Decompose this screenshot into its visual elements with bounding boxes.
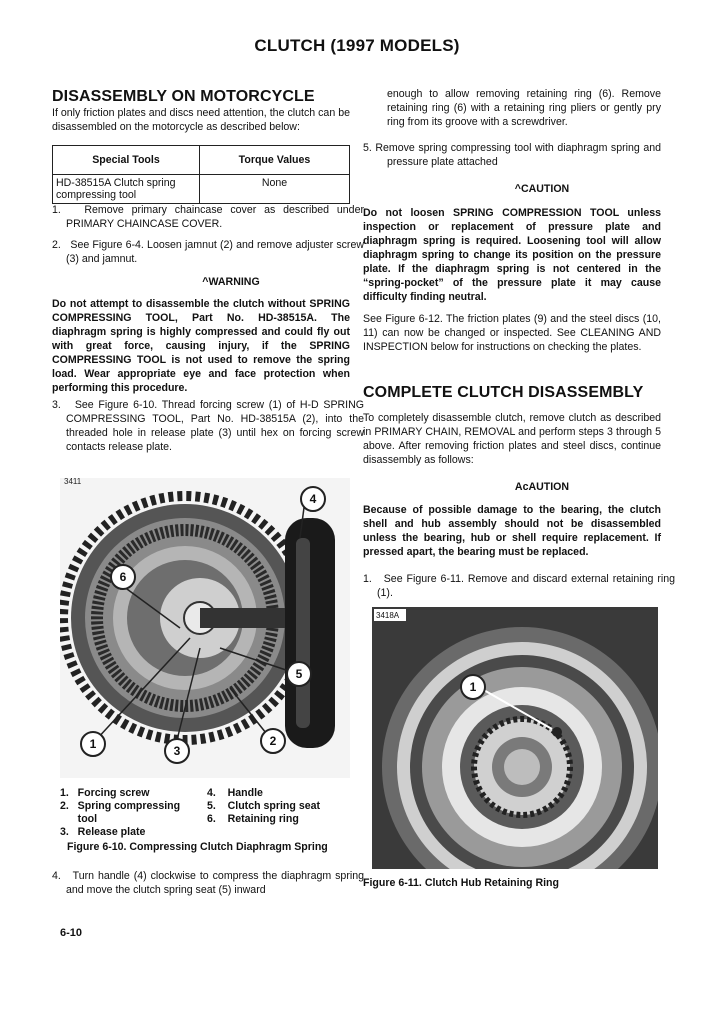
callout-2: 2 <box>260 728 286 754</box>
figure-6-10-legend-col1 <box>60 787 200 839</box>
page-number: 6-10 <box>60 927 83 939</box>
table-header-special-tools: Special Tools <box>53 146 200 175</box>
step-5-right: 5. Remove spring compressing tool with diaphragm spring and pressure plate attached <box>363 142 661 168</box>
step-1-right: 1. See Figure 6-11. Remove and discard external retaining ring (1). <box>363 573 675 599</box>
step-4-left: 4. Turn handle (4) clockwise to compress the diaphragm spring and move the clutch spring seat (5) inward <box>52 870 364 896</box>
table-cell-torque: None <box>200 175 350 204</box>
caution-text-1: Do not loosen SPRING COMPRESSION TOOL unless inspection or replacement of pressure plate and diaphragm spring is required. Loosening tool will allow diaphragm spring to change its position on the pressure plate. If the diaphragm spring is not centered in the “spring-pocket” of the pressure plate it may cause difficulty finding neutral. <box>363 207 661 303</box>
section-heading-complete: COMPLETE CLUTCH DISASSEMBLY <box>363 384 644 401</box>
complete-disassembly-paragraph: To completely disassemble clutch, remove clutch as described in PRIMARY CHAIN, REMOVAL and perform steps 3 through 5 above. After removing friction plates and steel discs, continue disassembly as follows: <box>363 412 661 466</box>
step-1-left: 1. Remove primary chaincase cover as described under PRIMARY CHAINCASE COVER. <box>52 204 364 230</box>
callout-1: 1 <box>80 731 106 757</box>
figure-6-10-photo <box>60 478 350 778</box>
step-2-left: 2. See Figure 6-4. Loosen jamnut (2) and remove adjuster screw (3) and jamnut. <box>52 239 364 265</box>
caution-text-2: Because of possible damage to the bearing, the clutch shell and hub assembly should not be disassembled unless the bearing, hub or shell require replacement. If pressed apart, the bearing must be replaced. <box>363 504 661 558</box>
legend-item: 5. Clutch spring seat <box>207 800 321 812</box>
intro-paragraph: If only friction plates and discs need attention, the clutch can be disassembled on the motorcycle as described below: <box>52 107 350 133</box>
section-heading-disassembly: DISASSEMBLY ON MOTORCYCLE <box>52 88 315 105</box>
figure-6-11-photo <box>372 607 658 869</box>
callout-1: 1 <box>460 674 486 700</box>
callout-3: 3 <box>164 738 190 764</box>
figure-tag: 3411 <box>64 478 82 486</box>
table-header-torque-values: Torque Values <box>200 146 350 175</box>
legend-item: 1. Forcing screw <box>60 787 150 799</box>
clutch-spring-tool-illustration <box>60 478 350 778</box>
caution-label-2: AcAUTION <box>514 481 570 493</box>
caution-label-1: ^CAUTION <box>514 183 570 195</box>
continued-paragraph: enough to allow removing retaining ring (6). Remove retaining ring (6) with a retaining ring pliers or gently pry ring from its groove with a screwdriver. <box>387 88 661 128</box>
figure-tag: 3418A <box>376 611 400 620</box>
warning-label: ^WARNING <box>202 276 260 288</box>
legend-item: 3. Release plate <box>60 826 146 838</box>
figure-6-12-paragraph: See Figure 6-12. The friction plates (9) and the steel discs (10, 11) can now be changed or inspected. See CLEANING AND INSPECTION below for instructions on checking the plates. <box>363 313 661 353</box>
step-3-left: 3. See Figure 6-10. Thread forcing screw (1) of H-D SPRING COMPRESSING TOOL, Part No. HD-38515A (2), into the threaded hole in release plate (3) until hex on forcing screw contacts release plate. <box>52 399 364 453</box>
figure-6-10-caption: Figure 6-10. Compressing Clutch Diaphragm Spring <box>67 841 328 853</box>
special-tools-table <box>52 145 350 204</box>
figure-6-11-caption: Figure 6-11. Clutch Hub Retaining Ring <box>363 877 559 889</box>
table-cell-tool: HD-38515A Clutch spring compressing tool <box>53 175 200 204</box>
legend-item: tool <box>60 813 98 825</box>
callout-4: 4 <box>300 486 326 512</box>
legend-item: 2. Spring compressing <box>60 800 181 812</box>
legend-item: 6. Retaining ring <box>207 813 299 825</box>
figure-6-10-legend-col2 <box>207 787 347 826</box>
callout-6: 6 <box>110 564 136 590</box>
legend-item: 4. Handle <box>207 787 263 799</box>
callout-5: 5 <box>286 661 312 687</box>
warning-text: Do not attempt to disassemble the clutch without SPRING COMPRESSING TOOL, Part No. HD-38515A. The diaphragm spring is highly compressed and could fly out with great force, causing injury, if the SPRING COMPRESSING TOOL is not used to remove the spring load. Wear appropriate eye and face protection when performing this procedure. <box>52 298 350 394</box>
clutch-hub-illustration <box>372 607 658 869</box>
page-title: CLUTCH (1997 MODELS) <box>254 36 460 55</box>
